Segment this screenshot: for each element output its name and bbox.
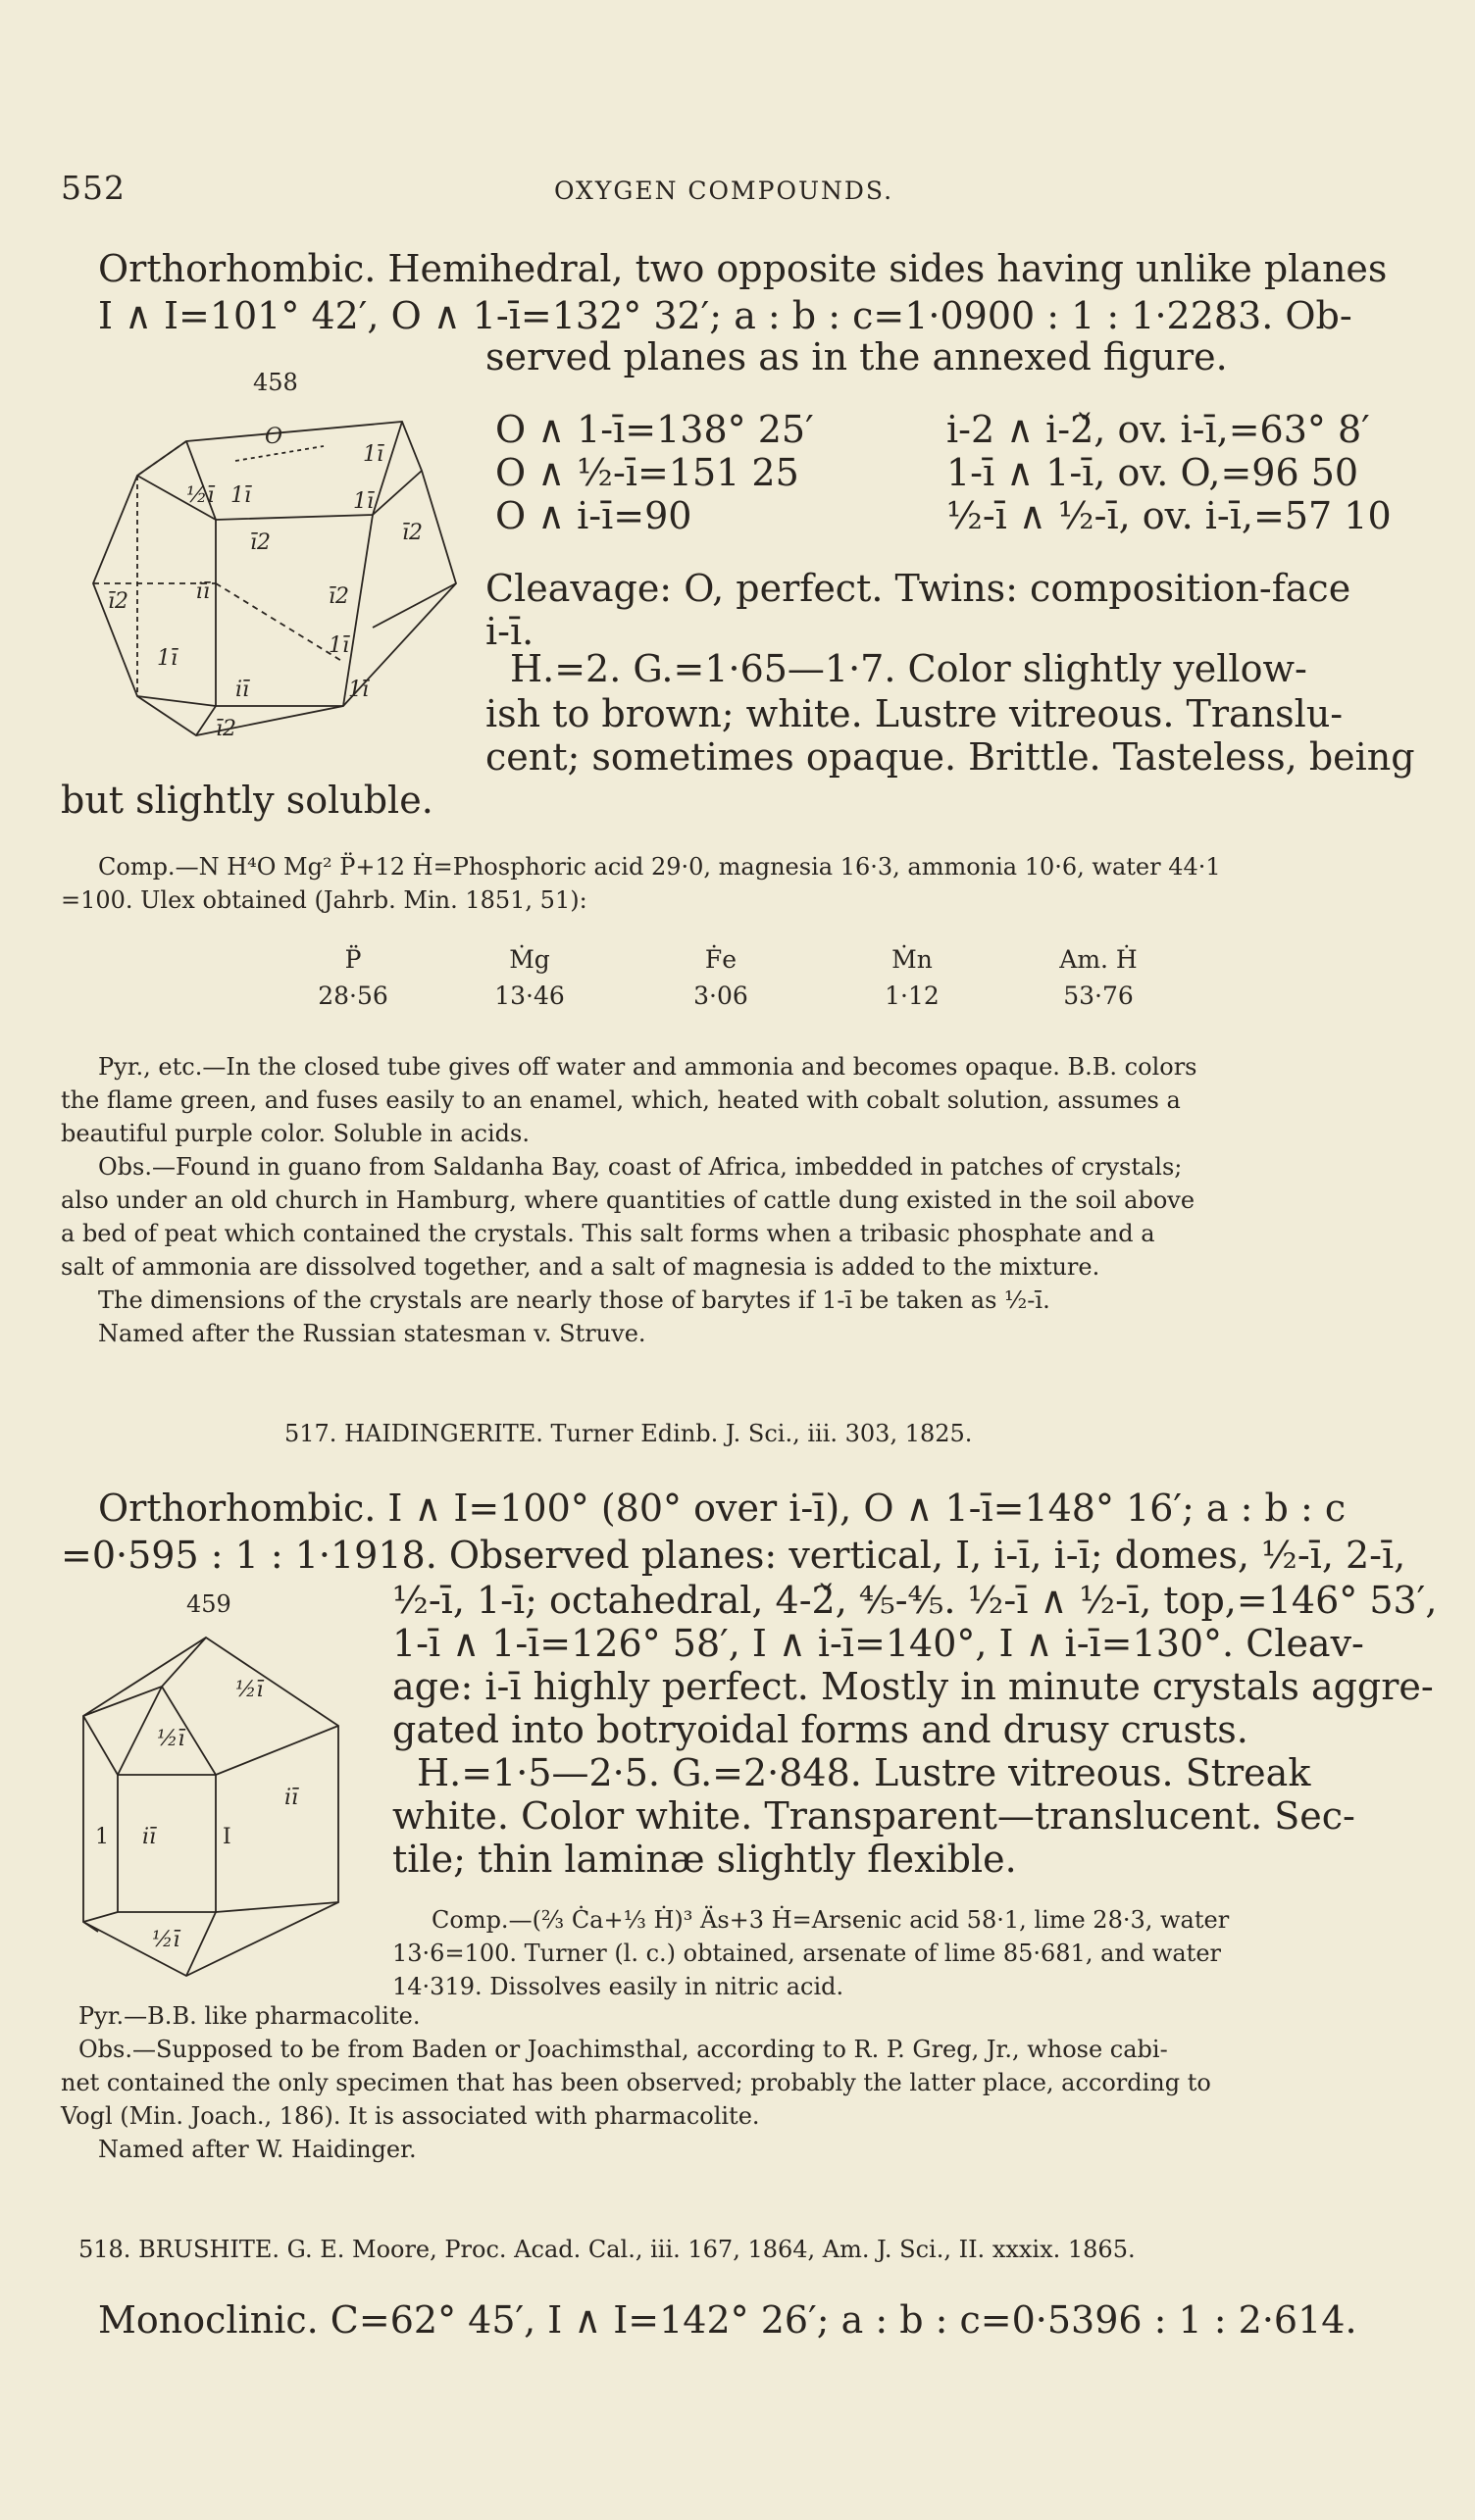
fig458-label-12: 1ī: [348, 678, 370, 702]
struvite-body-5: cent; sometimes opaque. Brittle. Tasteless, being: [485, 735, 1415, 779]
struvite-obs-6: Named after the Russian statesman v. Struve.: [98, 1320, 646, 1347]
brushite-line-1: Monoclinic. C=62° 45′, I ∧ I=142° 26′; a : b : c=0·5396 : 1 : 2·614.: [98, 2298, 1357, 2342]
running-title: OXYGEN COMPOUNDS.: [554, 176, 894, 205]
struvite-body-1: Cleavage: O, perfect. Twins: composition-face: [485, 567, 1351, 610]
composition-header-row: [275, 941, 1187, 978]
figure-459-number: 459: [186, 1590, 231, 1618]
fig458-label-o: O: [265, 425, 283, 449]
struvite-obs-4: salt of ammonia are dissolved together, and a salt of magnesia is added to the mixture.: [61, 1253, 1100, 1281]
comp-value-fe: 3·06: [693, 982, 748, 1010]
haidingerite-side-5: H.=1·5—2·5. G.=2·848. Lustre vitreous. Streak: [417, 1751, 1311, 1794]
figure-458-number: 458: [253, 369, 298, 396]
angle-left-1: O ∧ 1-ī=138° 25′: [495, 408, 814, 451]
fig458-label-3: ī2: [402, 521, 424, 545]
fig458-label-14: iī: [235, 678, 250, 702]
haidingerite-side-1: ½-ī, 1-ī; octahedral, 4-2̌, ⅘-⅘. ½-ī ∧ ½-ī, top,=146° 53′,: [392, 1579, 1438, 1622]
angle-right-3: ½-ī ∧ ½-ī, ov. i-ī,=57 10: [946, 494, 1392, 537]
composition-table: [275, 941, 1187, 1014]
haidingerite-side-4: gated into botryoidal forms and drusy crusts.: [392, 1708, 1248, 1751]
angle-right-1: i-2 ∧ i-2̌, ov. i-ī,=63° 8′: [946, 408, 1370, 451]
fig458-label-11: 1ī: [329, 633, 350, 658]
comp-value-p: 28·56: [318, 982, 388, 1010]
angle-right-2: 1-ī ∧ 1-ī, ov. O,=96 50: [946, 451, 1359, 494]
fig458-label-4: ī2: [250, 530, 272, 555]
comp-header-mg: Ṁg: [509, 945, 550, 974]
haidingerite-side-3: age: i-ī highly perfect. Mostly in minute crystals aggre-: [392, 1665, 1434, 1708]
haidingerite-line-2: =0·595 : 1 : 1·1918. Observed planes: vertical, I, i-ī, i-ī; domes, ½-ī, 2-ī,: [61, 1534, 1406, 1577]
fig458-label-7: ī2: [108, 589, 129, 614]
comp-header-p: P̈: [344, 945, 362, 974]
haidingerite-line-1: Orthorhombic. I ∧ I=100° (80° over i-ī), O ∧ 1-ī=148° 16′; a : b : c: [98, 1487, 1347, 1530]
fig458-label-6: 1ī: [230, 483, 252, 508]
struvite-intro-1: Orthorhombic. Hemihedral, two opposite sides having unlike planes: [98, 247, 1388, 290]
fig459-label-1: ½ī: [235, 1678, 264, 1702]
haidingerite-comp-3: 14·319. Dissolves easily in nitric acid.: [392, 1973, 844, 2000]
fig459-label-4: 1: [95, 1825, 109, 1849]
fig458-label-5: ½ī: [186, 483, 215, 508]
struvite-obs-1: Obs.—Found in guano from Saldanha Bay, coast of Africa, imbedded in patches of crystals;: [98, 1153, 1183, 1181]
crystal-figure-459: [74, 1628, 358, 1981]
struvite-pyr-3: beautiful purple color. Soluble in acids.: [61, 1120, 530, 1147]
struvite-body-4: ish to brown; white. Lustre vitreous. Translu-: [485, 692, 1344, 735]
haidingerite-comp-1: Comp.—(⅔ Ċa+⅓ Ḣ)³ Äs+3 Ḣ=Arsenic acid 58·1, lime 28·3, water: [432, 1906, 1230, 1934]
fig458-label-13: ī2: [216, 717, 237, 741]
angle-left-2: O ∧ ½-ī=151 25: [495, 451, 799, 494]
comp-value-am: 53·76: [1063, 982, 1134, 1010]
haidingerite-side-7: tile; thin laminæ slightly flexible.: [392, 1838, 1017, 1881]
struvite-obs-3: a bed of peat which contained the crystals. This salt forms when a tribasic phosphate and a: [61, 1220, 1155, 1247]
fig459-label-5: iī: [142, 1825, 157, 1849]
fig459-label-7: ½ī: [152, 1928, 180, 1952]
fig459-label-2: ½ī: [157, 1727, 185, 1751]
struvite-pyr-2: the flame green, and fuses easily to an enamel, which, heated with cobalt solution, assumes a: [61, 1086, 1181, 1114]
fig458-label-1: 1ī: [363, 442, 384, 467]
haidingerite-obs-3: Vogl (Min. Joach., 186). It is associated with pharmacolite.: [61, 2102, 760, 2130]
brushite-heading: 518. BRUSHITE. G. E. Moore, Proc. Acad. Cal., iii. 167, 1864, Am. J. Sci., II. xxxix. 1865.: [78, 2236, 1136, 2263]
page-number: 552: [61, 169, 126, 207]
fig459-label-6: I: [223, 1825, 231, 1849]
struvite-obs-2: also under an old church in Hamburg, where quantities of cattle dung existed in the soil above: [61, 1186, 1195, 1214]
haidingerite-obs-1: Obs.—Supposed to be from Baden or Joachimsthal, according to R. P. Greg, Jr., whose cabi-: [78, 2036, 1168, 2063]
haidingerite-obs-2: net contained the only specimen that has been observed; probably the latter place, according to: [61, 2069, 1211, 2096]
haidingerite-side-6: white. Color white. Transparent—translucent. Sec-: [392, 1794, 1355, 1838]
struvite-body-3: H.=2. G.=1·65—1·7. Color slightly yellow-: [510, 647, 1307, 690]
struvite-pyr-1: Pyr., etc.—In the closed tube gives off water and ammonia and becomes opaque. B.B. colors: [98, 1053, 1197, 1081]
fig458-label-9: ī2: [329, 584, 350, 609]
comp-header-mn: Ṁn: [891, 945, 933, 974]
comp-value-mn: 1·12: [885, 982, 940, 1010]
fig459-label-3: iī: [284, 1786, 299, 1810]
struvite-body-2: i-ī.: [485, 610, 534, 653]
angle-left-3: O ∧ i-ī=90: [495, 494, 692, 537]
struvite-intro-2: I ∧ I=101° 42′, O ∧ 1-ī=132° 32′; a : b : c=1·0900 : 1 : 1·2283. Ob-: [98, 294, 1352, 337]
haidingerite-heading: 517. HAIDINGERITE. Turner Edinb. J. Sci., iii. 303, 1825.: [284, 1420, 973, 1447]
fig458-label-8: iī: [196, 580, 211, 604]
comp-header-fe: Ḟe: [704, 945, 738, 974]
composition-value-row: [275, 978, 1187, 1014]
struvite-comp-2: =100. Ulex obtained (Jahrb. Min. 1851, 51):: [61, 886, 587, 914]
fig458-label-2: 1ī: [353, 489, 375, 514]
haidingerite-side-2: 1-ī ∧ 1-ī=126° 58′, I ∧ i-ī=140°, I ∧ i-ī=130°. Cleav-: [392, 1622, 1364, 1665]
fig458-label-10: 1ī: [157, 646, 178, 671]
comp-value-mg: 13·46: [494, 982, 565, 1010]
haidingerite-comp-2: 13·6=100. Turner (l. c.) obtained, arsenate of lime 85·681, and water: [392, 1940, 1222, 1967]
crystal-figure-458: [78, 402, 471, 755]
struvite-body-6: but slightly soluble.: [61, 779, 433, 822]
struvite-intro-3: served planes as in the annexed figure.: [485, 335, 1228, 378]
struvite-comp-1: Comp.—N H⁴O Mg² P̈+12 Ḣ=Phosphoric acid 29·0, magnesia 16·3, ammonia 10·6, water 44·1: [98, 853, 1221, 881]
comp-header-am: Am. Ḣ: [1059, 945, 1138, 974]
haidingerite-named: Named after W. Haidinger.: [98, 2136, 417, 2163]
struvite-obs-5: The dimensions of the crystals are nearly those of barytes if 1-ī be taken as ½-ī.: [98, 1286, 1050, 1314]
haidingerite-pyr: Pyr.—B.B. like pharmacolite.: [78, 2002, 421, 2030]
